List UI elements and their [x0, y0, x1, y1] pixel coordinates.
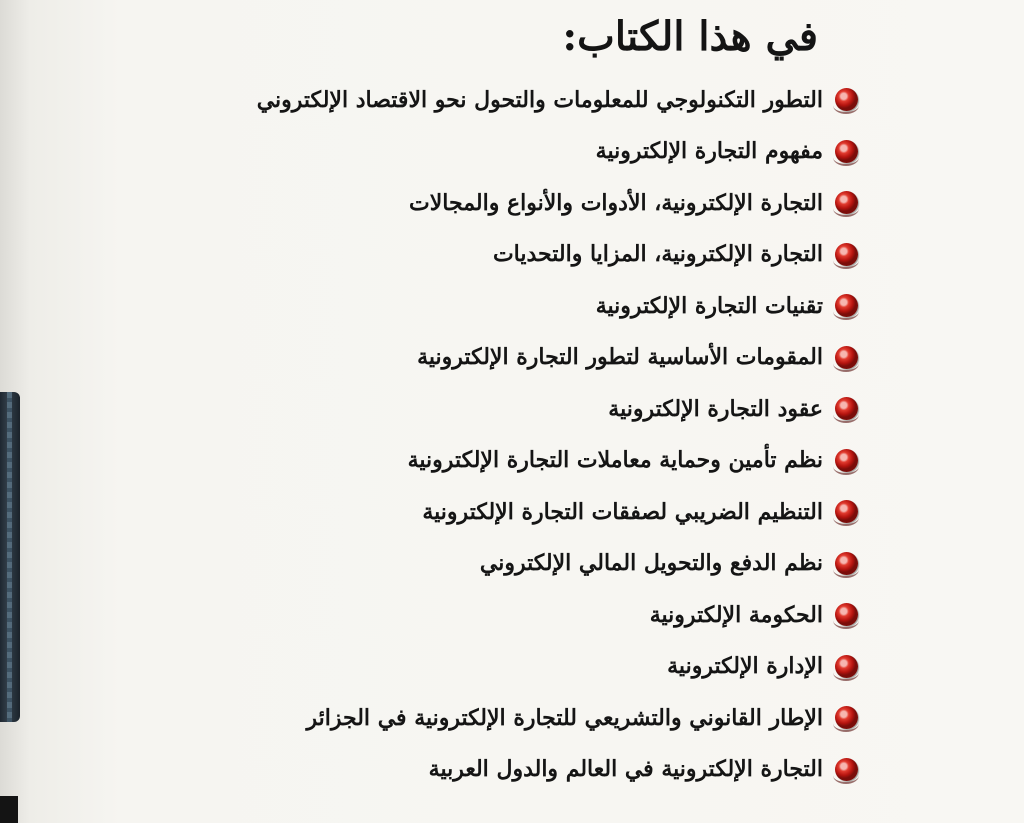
bottom-edge-mark [0, 796, 18, 823]
red-bullet-icon [835, 655, 858, 678]
list-item-text: نظم الدفع والتحويل المالي الإلكتروني [479, 550, 823, 577]
red-bullet-icon [835, 706, 858, 729]
red-bullet-icon [835, 243, 858, 266]
list-item [98, 126, 858, 178]
list-item-text: الحكومة الإلكترونية [649, 601, 823, 628]
spine-stripe [7, 392, 12, 722]
list-item-text: المقومات الأساسية لتطور التجارة الإلكترونية [417, 344, 823, 371]
red-bullet-icon [835, 397, 858, 420]
list-item [98, 229, 858, 281]
list-item [98, 74, 858, 126]
list-item-text: نظم تأمين وحماية معاملات التجارة الإلكترونية [407, 447, 823, 474]
list-item-text: الإطار القانوني والتشريعي للتجارة الإلكترونية في الجزائر [306, 704, 823, 731]
contents-list [98, 74, 858, 795]
red-bullet-icon [835, 552, 858, 575]
list-item-text: الإدارة الإلكترونية [667, 653, 823, 680]
list-item-text: تقنيات التجارة الإلكترونية [595, 292, 823, 319]
list-item [98, 486, 858, 538]
list-item [98, 744, 858, 796]
list-item [98, 589, 858, 641]
red-bullet-icon [835, 346, 858, 369]
red-bullet-icon [835, 191, 858, 214]
list-item-text: التجارة الإلكترونية، المزايا والتحديات [492, 241, 823, 268]
book-spine-edge [0, 392, 20, 722]
list-item [98, 280, 858, 332]
list-item-text: مفهوم التجارة الإلكترونية [595, 138, 823, 165]
red-bullet-icon [835, 88, 858, 111]
list-item-text: التطور التكنولوجي للمعلومات والتحول نحو الاقتصاد الإلكتروني [256, 86, 823, 113]
red-bullet-icon [835, 140, 858, 163]
red-bullet-icon [835, 449, 858, 472]
list-item [98, 332, 858, 384]
list-item [98, 641, 858, 693]
red-bullet-icon [835, 603, 858, 626]
list-item [98, 538, 858, 590]
list-item [98, 435, 858, 487]
page-heading: في هذا الكتاب: [562, 13, 818, 60]
list-item-text: التنظيم الضريبي لصفقات التجارة الإلكترونية [422, 498, 823, 525]
list-item [98, 383, 858, 435]
red-bullet-icon [835, 294, 858, 317]
red-bullet-icon [835, 500, 858, 523]
list-item-text: التجارة الإلكترونية في العالم والدول العربية [428, 756, 823, 783]
list-item [98, 692, 858, 744]
list-item-text: عقود التجارة الإلكترونية [608, 395, 823, 422]
red-bullet-icon [835, 758, 858, 781]
list-item-text: التجارة الإلكترونية، الأدوات والأنواع والمجالات [409, 189, 823, 216]
list-item [98, 177, 858, 229]
